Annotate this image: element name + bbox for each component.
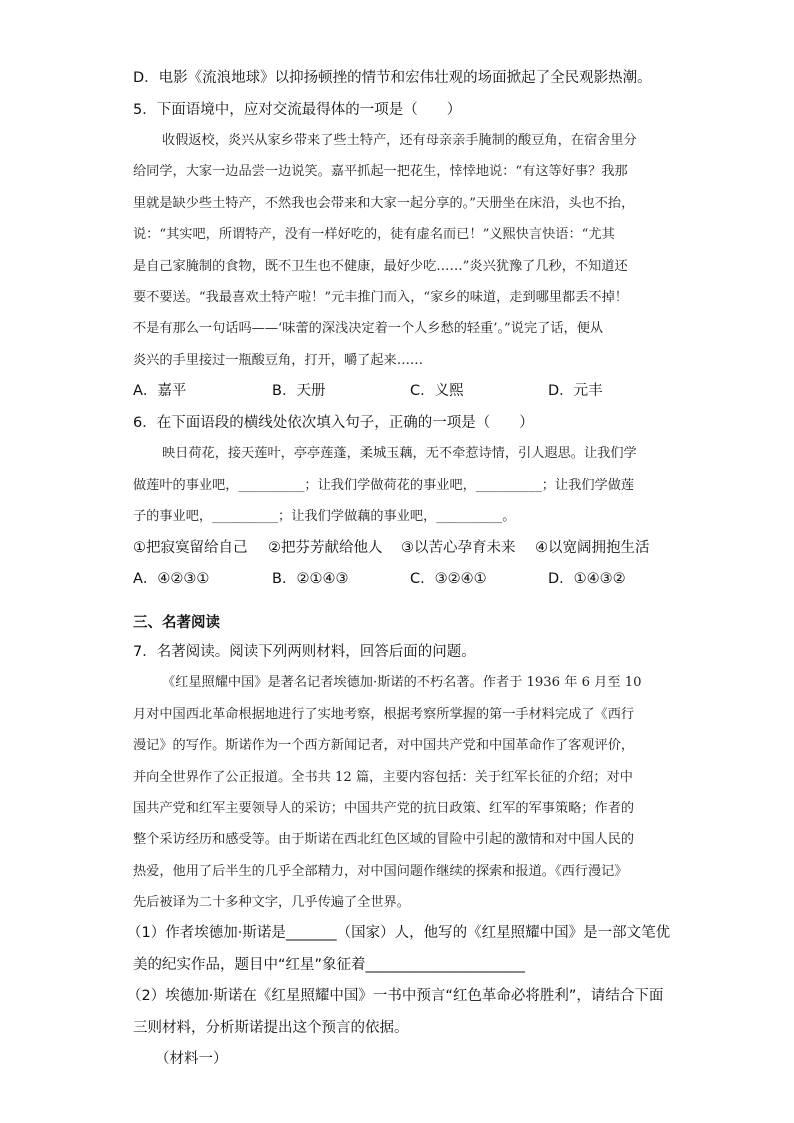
q5-option-b: B．天册 xyxy=(272,383,326,399)
q6-sentence-3: ③以苦心孕育未来 xyxy=(401,540,516,556)
q5-passage-line: 收假返校，炎兴从家乡带来了些土特产，还有母亲亲手腌制的酸豆角，在宿舍里分 xyxy=(162,133,637,148)
q7-passage-line: 先后被译为二十多种文字，几乎传遍了全世界。 xyxy=(133,895,410,910)
q7-sub1-line: 美的纪实作品，题目中“红星”象征着______________________ xyxy=(133,957,526,973)
q5-option-a: A．嘉平 xyxy=(133,383,187,399)
q7-passage-line: 漫记》的写作。斯诺作为一个西方新闻记者，对中国共产党和中国革命作了客观评价， xyxy=(133,738,635,753)
q7-sub2-line: （2）埃德加·斯诺在《红星照耀中国》一书中预言“红色革命必将胜利”，请结合下面 xyxy=(127,988,664,1004)
q6-option-a: A．④②③① xyxy=(133,571,210,587)
q5-passage-line: 要不要送。“我最喜欢土特产啦！”元丰推门而入，“家乡的味道，走到哪里都丢不掉！ xyxy=(133,290,628,305)
q7-stem: 7．名著阅读。阅读下列两则材料，回答后面的问题。 xyxy=(133,644,476,660)
q6-passage-line: 做莲叶的事业吧，__________；让我们学做荷花的事业吧，__________；让我们学做莲 xyxy=(133,478,635,493)
q5-passage-line: 给同学，大家一边品尝一边说笑。嘉平抓起一把花生，悻悻地说：“有这等好事？我那 xyxy=(133,164,628,179)
q6-option-c: C．③②④① xyxy=(410,571,487,587)
q5-stem: 5．下面语境中，应对交流最得体的一项是（ ） xyxy=(133,102,462,118)
q6-passage-line: 映日荷花，接天莲叶，亭亭莲蓬，柔城玉藕，无不牵惹诗情，引人遐思。让我们学 xyxy=(162,446,637,461)
q6-option-d: D．①④③② xyxy=(548,571,626,587)
q6-stem: 6．在下面语段的横线处依次填入句子，正确的一项是（ ） xyxy=(133,415,534,431)
q7-sub2-line: 三则材料，分析斯诺提出这个预言的依据。 xyxy=(133,1020,409,1036)
q4-option-d: D．电影《流浪地球》以抑扬顿挫的情节和宏伟壮观的场面掀起了全民观影热潮。 xyxy=(133,70,652,86)
q6-sentence-1: ①把寂寞留给自己 xyxy=(133,540,248,556)
q5-passage-line: 炎兴的手里接过一瓶酸豆角，打开，嚼了起来…… xyxy=(133,353,424,368)
q7-passage-line: 国共产党和红军主要领导人的采访；中国共产党的抗日政策、红军的军事策略；作者的 xyxy=(133,801,635,816)
q6-passage-line: 子的事业吧，__________；让我们学做藕的事业吧，__________。 xyxy=(133,509,516,524)
material-label: （材料一） xyxy=(155,1051,228,1067)
q7-passage-line: 整个采访经历和感受等。由于斯诺在西北红色区域的冒险中引起的激情和对中国人民的 xyxy=(133,832,635,847)
q7-sub1-line: （1）作者埃德加·斯诺是_______（国家）人，他写的《红星照耀中国》是一部文笔优 xyxy=(127,925,671,941)
q5-passage-line: 里就是缺少些土特产，不然我也会带来和大家一起分享的。”天册坐在床沿，头也不抬， xyxy=(133,196,635,211)
q5-passage-line: 说：“其实吧，所谓特产，没有一样好吃的，徒有虚名而已！”义熙快言快语：“尤其 xyxy=(133,227,615,242)
q6-sentence-4: ④以宽阔拥抱生活 xyxy=(535,540,650,556)
q5-passage-line: 不是有那么一句话吗——‘味蕾的深浅决定着一个人乡愁的轻重’。”说完了话，便从 xyxy=(133,321,604,336)
q7-passage-line: 并向全世界作了公正报道。全书共 12 篇，主要内容包括：关于红军长征的介绍；对中 xyxy=(133,770,633,785)
q7-passage-line: 月对中国西北革命根据地进行了实地考察，根据考察所掌握的第一手材料完成了《西行 xyxy=(133,707,635,722)
q5-option-c: C．义熙 xyxy=(410,383,464,399)
q7-passage-line: 热爱，他用了后半生的几乎全部精力，对中国问题作继续的探索和报道。《西行漫记》 xyxy=(133,864,628,879)
q7-passage-line: 《红星照耀中国》是著名记者埃德加·斯诺的不朽名著。作者于 1936 年 6 月至 10 xyxy=(162,675,642,690)
q6-sentence-2: ②把芬芳献给他人 xyxy=(268,540,383,556)
q6-option-b: B．②①④③ xyxy=(272,571,349,587)
q5-passage-line: 是自己家腌制的食物，既不卫生也不健康，最好少吃……”炎兴犹豫了几秒，不知道还 xyxy=(133,259,628,274)
section-title: 三、名著阅读 xyxy=(133,615,220,631)
q5-option-d: D．元丰 xyxy=(548,383,603,399)
